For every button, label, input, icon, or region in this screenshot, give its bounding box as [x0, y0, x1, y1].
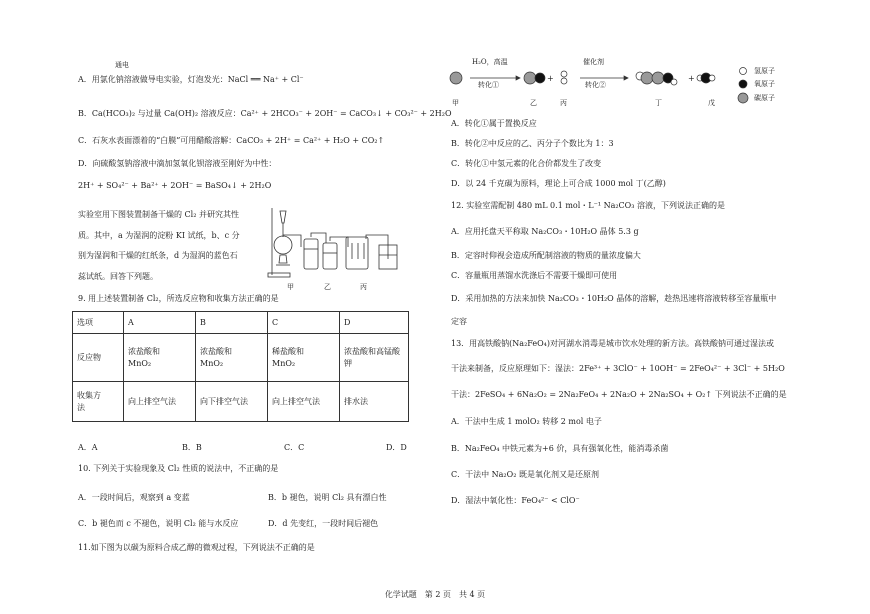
table-cell: 浓盐酸和 MnO₂	[124, 334, 196, 382]
q9-option: B．B	[182, 443, 202, 452]
atom-legend	[736, 66, 750, 106]
q9-option: C．C	[284, 443, 305, 452]
question-13-dry: 干法：2FeSO₄ + 6Na₂O₂ = 2Na₂FeO₄ + 2Na₂O + 2Na₂SO₄ + O₂↑ 下列说法不正确的是	[451, 390, 787, 399]
q10-option-a: A．一段时间后，观察到 a 变蓝	[78, 493, 190, 502]
legend-hydrogen: 氢原子	[754, 67, 775, 75]
q12-option-a: A．应用托盘天平称取 Na₂CO₃・10H₂O 晶体 5.3 g	[451, 227, 639, 236]
legend-carbon: 碳原子	[754, 94, 775, 102]
apparatus-diagram	[266, 203, 411, 283]
table-cell: 浓盐酸和 MnO₂	[196, 334, 268, 382]
table-header: C	[268, 312, 340, 334]
page-footer: 化学试题 第 2 页 共 4 页	[384, 590, 486, 599]
table-cell: 向上排空气法	[124, 382, 196, 422]
options-table	[72, 311, 409, 422]
question-12: 12. 实验室需配制 480 mL 0.1 mol・L⁻¹ Na₂CO₃ 溶液，下列说法正确的是	[451, 201, 725, 210]
intro-line: 别为湿润和干燥的红纸条，d 为湿润的蓝色石	[78, 251, 238, 260]
table-cell: 反应物	[73, 334, 124, 382]
intro-line: 实验室用下图装置制备干燥的 Cl₂ 并研究其性	[78, 210, 239, 219]
q11-option-a: A．转化①属于置换反应	[451, 119, 537, 128]
q11-option-d: D．以 24 千克碳为原料，理论上可合成 1000 mol 丁(乙醇)	[451, 179, 666, 188]
molecule-label: 丁	[655, 99, 662, 107]
q13-option-b: B．Na₂FeO₄ 中铁元素为+6 价，具有强氧化性，能消毒杀菌	[451, 444, 669, 453]
table-cell: 浓盐酸和高锰酸 钾	[340, 334, 409, 382]
option-c-text: C．石灰水表面漂着的“白膜”可用醋酸溶解：CaCO₃ + 2H⁺ = Ca²⁺ + H₂O + CO₂↑	[78, 136, 385, 145]
option-d-equation: 2H⁺ + SO₄²⁻ + Ba²⁺ + 2OH⁻ = BaSO₄↓ + 2H₂O	[78, 181, 272, 190]
table-header: A	[124, 312, 196, 334]
q11-option-b: B．转化②中反应的乙、丙分子个数比为 1：3	[451, 139, 614, 148]
molecule-label: 乙	[530, 99, 537, 107]
q12-option-d-cont: 定容	[451, 317, 467, 326]
option-a-text: A．用氯化钠溶液做导电实验，灯泡发光：NaCl ══ Na⁺ + Cl⁻	[78, 75, 304, 84]
question-13-wet: 干法来制备，反应原理如下：湿法：2Fe³⁺ + 3ClO⁻ + 10OH⁻ = 2FeO₄²⁻ + 3Cl⁻ + 5H₂O	[451, 364, 785, 373]
intro-line: 蕊试纸。回答下列题。	[78, 272, 158, 281]
step1-condition: H₂O，高温	[472, 58, 508, 66]
step2-label: 转化②	[585, 81, 606, 89]
question-9: 9. 用上述装置制备 Cl₂，所选反应物和收集方法正确的是	[78, 294, 279, 303]
table-header: 选项	[73, 312, 124, 334]
apparatus-label: 丙	[360, 283, 367, 291]
q9-option: D．D	[386, 443, 407, 452]
q9-option: A．A	[78, 443, 98, 452]
plus-sign: +	[688, 74, 695, 83]
step2-condition: 催化剂	[583, 58, 604, 66]
q11-option-c: C．转化①中氢元素的化合价都发生了改变	[451, 159, 602, 168]
q10-option-d: D．d 先变红，一段时间后褪色	[268, 519, 379, 528]
table-cell: 稀盐酸和 MnO₂	[268, 334, 340, 382]
q12-option-d: D．采用加热的方法来加快 Na₂CO₃・10H₂O 晶体的溶解，趁热迅速将溶液转移至容量瓶中	[451, 294, 777, 303]
apparatus-label: 甲	[287, 283, 294, 291]
molecule-label: 戊	[708, 99, 715, 107]
molecule-label: 甲	[452, 99, 459, 107]
table-cell: 排水法	[340, 382, 409, 422]
legend-oxygen: 氧原子	[754, 80, 775, 88]
option-b-text: B．Ca(HCO₃)₂ 与过量 Ca(OH)₂ 溶液反应：Ca²⁺ + 2HCO₃⁻ + 2OH⁻ = CaCO₃↓ + CO₃²⁻ + 2H₂O	[78, 109, 452, 118]
option-d-text: D．向硫酸氢钠溶液中滴加氢氧化钡溶液至刚好为中性：	[78, 159, 277, 168]
q10-option-b: B．b 褪色，说明 Cl₂ 具有漂白性	[268, 493, 387, 502]
question-11: 11.如下图为以碳为原料合成乙醇的微观过程，下列说法不正确的是	[78, 543, 315, 552]
step1-label: 转化①	[478, 81, 499, 89]
q10-option-c: C．b 褪色而 c 不褪色，说明 Cl₂ 能与水反应	[78, 519, 239, 528]
q13-option-a: A．干法中生成 1 molO₂ 转移 2 mol 电子	[451, 417, 602, 426]
apparatus-label: 乙	[324, 283, 331, 291]
table-header: B	[196, 312, 268, 334]
plus-sign: +	[547, 74, 554, 83]
q13-option-c: C．干法中 Na₂O₂ 既是氧化剂又是还原剂	[451, 470, 599, 479]
question-13: 13．用高铁酸钠(Na₂FeO₄)对河湖水消毒是城市饮水处理的新方法。高铁酸钠可通过湿法或	[451, 339, 775, 348]
condition-label: 通电	[115, 61, 129, 69]
question-10: 10. 下列关于实验现象及 Cl₂ 性质的说法中，不正确的是	[78, 464, 279, 473]
table-cell: 向上排空气法	[268, 382, 340, 422]
molecule-label: 丙	[560, 99, 567, 107]
q12-option-c: C．容量瓶用蒸馏水洗涤后不需要干燥即可使用	[451, 271, 618, 280]
q13-option-d: D．湿法中氧化性：FeO₄²⁻ < ClO⁻	[451, 496, 580, 505]
table-cell: 收集方 法	[73, 382, 124, 422]
table-cell: 向下排空气法	[196, 382, 268, 422]
table-header: D	[340, 312, 409, 334]
q12-option-b: B．定容时仰视会造成所配制溶液的物质的量浓度偏大	[451, 251, 641, 260]
intro-line: 质。其中，a 为湿润的淀粉 KI 试纸，b、c 分	[78, 231, 240, 240]
